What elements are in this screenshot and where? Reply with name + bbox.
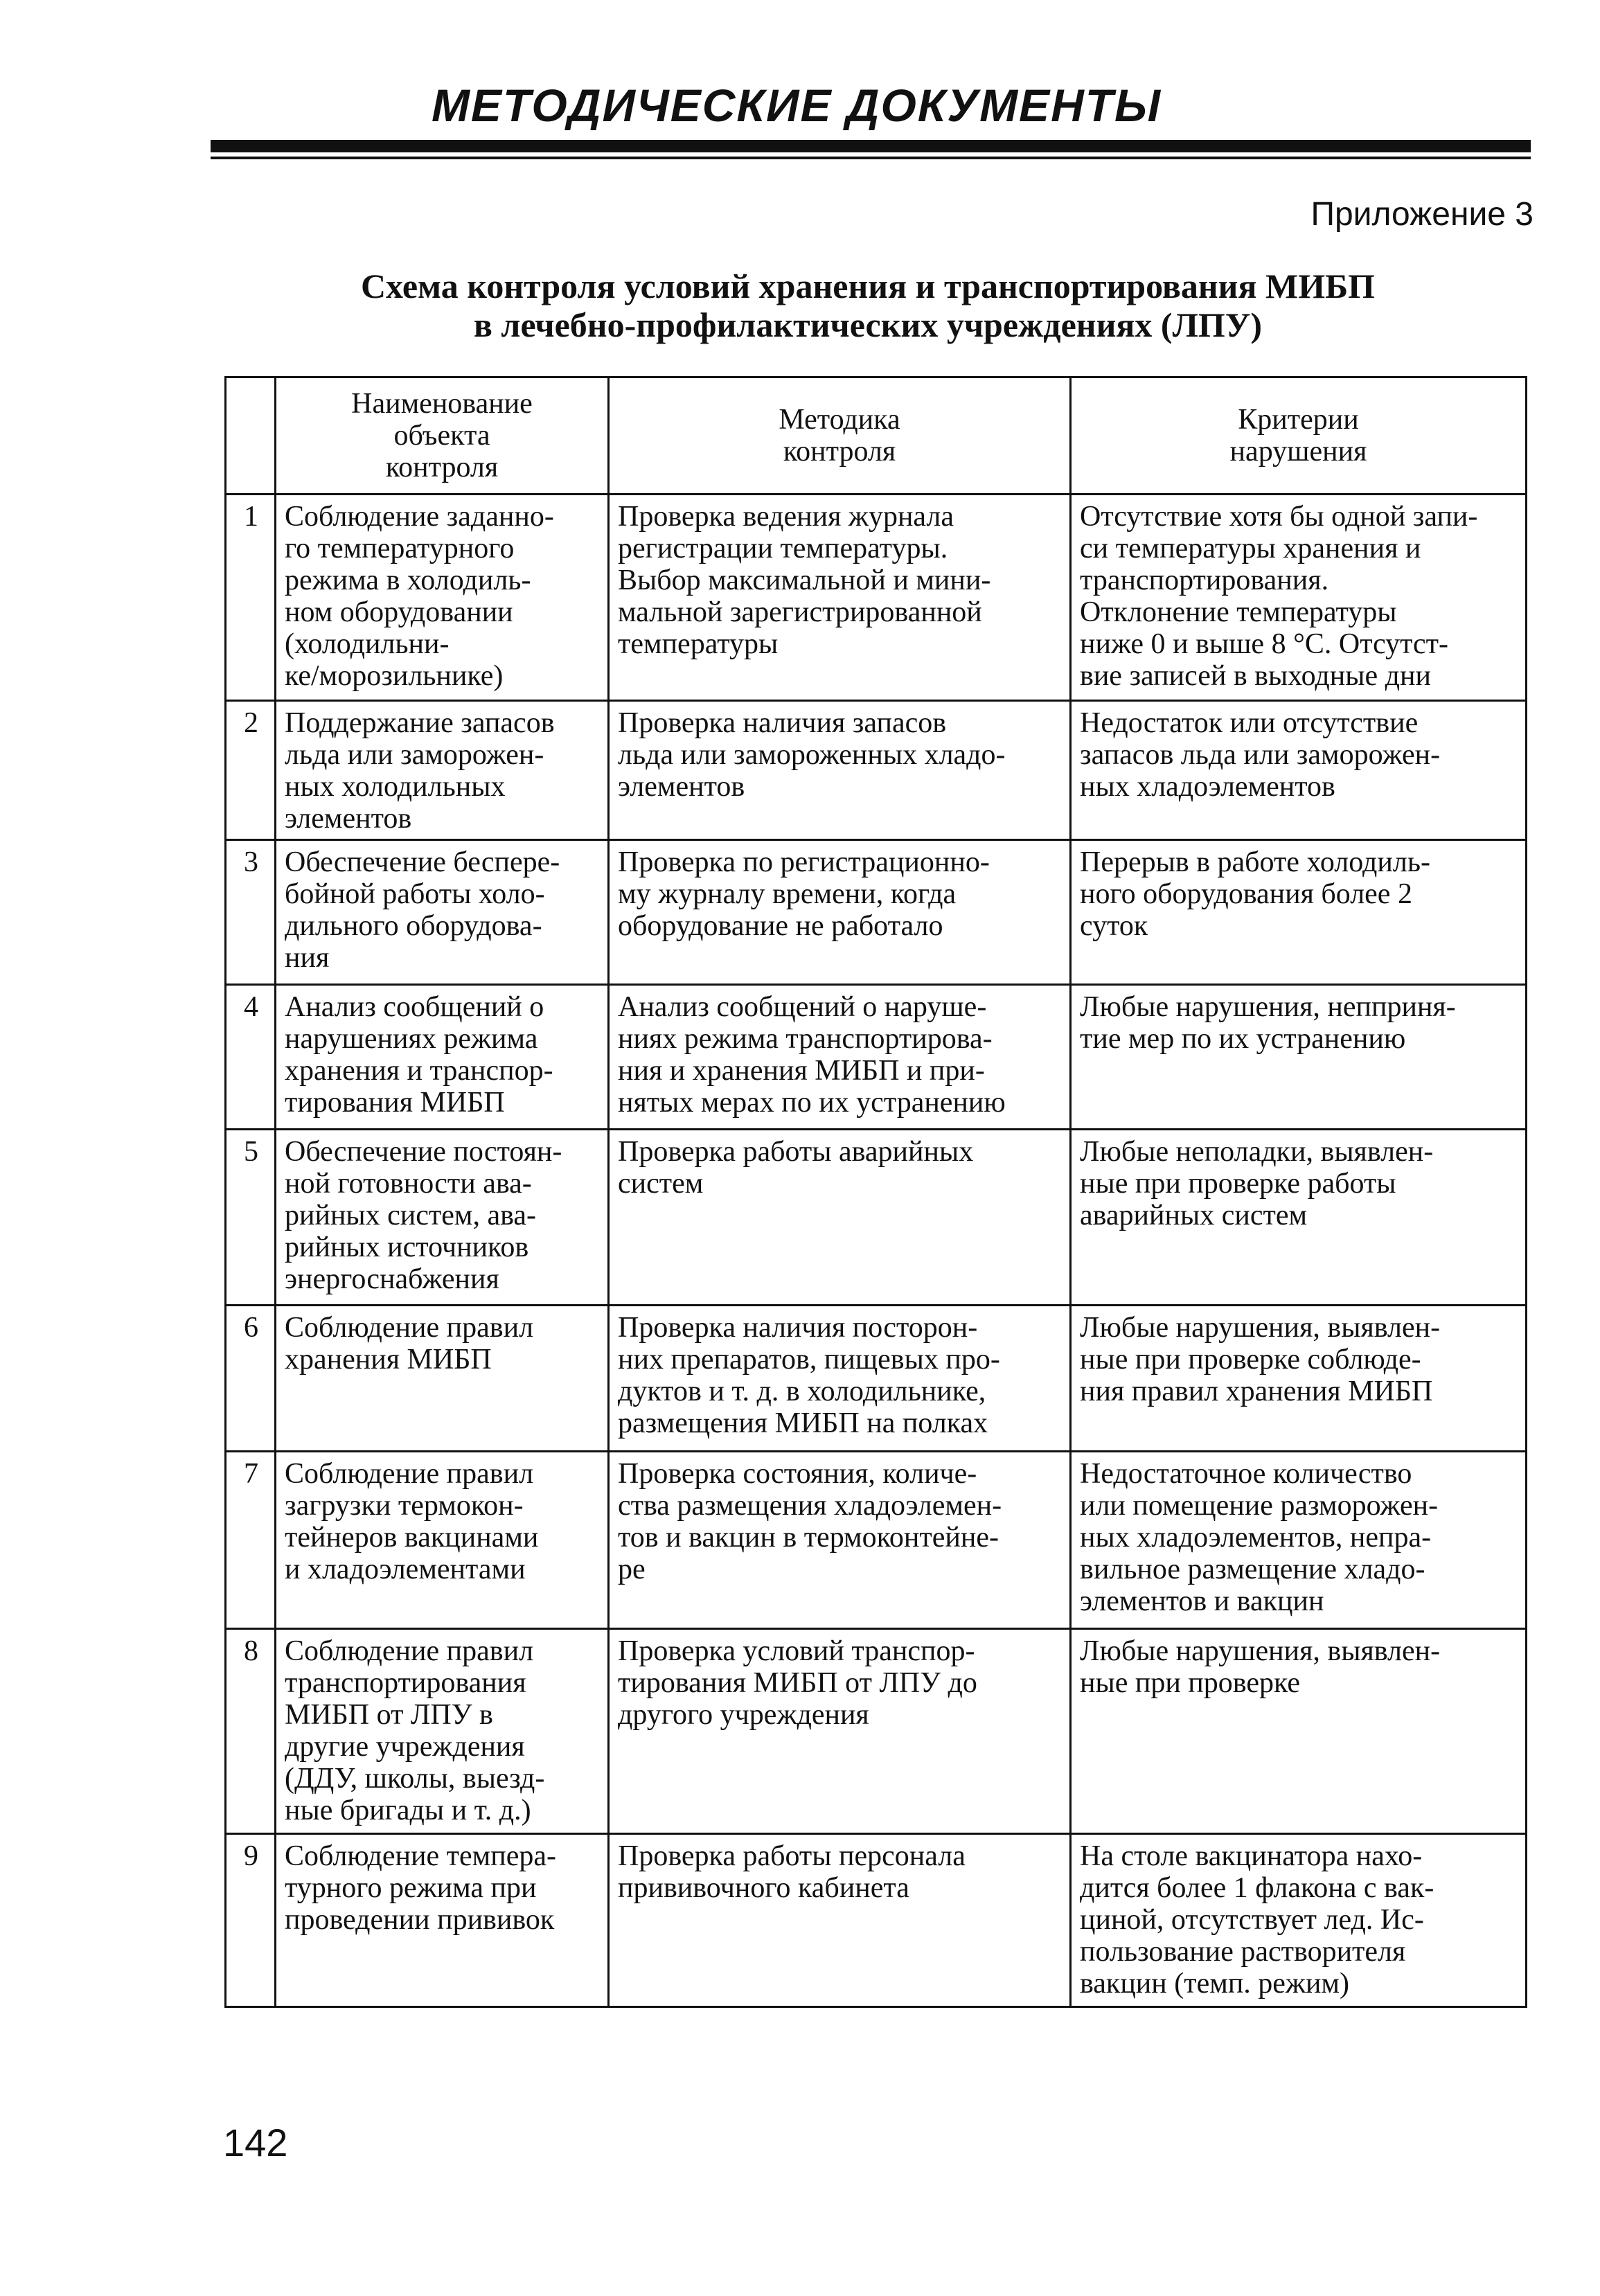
table-row — [226, 1629, 1527, 1834]
row-criteria: Перерыв в работе холодиль- ного оборудования более 2 суток — [1071, 840, 1527, 985]
header-criteria: Критерии нарушения — [1071, 377, 1527, 495]
row-method: Проверка ведения журнала регистрации температуры. Выбор максимальной и мини- мальной зарегистрированной температуры — [609, 495, 1071, 701]
row-criteria: Любые нарушения, непприня- тие мер по их устранению — [1071, 985, 1527, 1130]
row-number: 6 — [226, 1306, 276, 1452]
row-criteria: На столе вакцинатора нахо- дится более 1 флакона с вак- циной, отсутствует лед. Ис- пользование растворителя вакцин (темп. режим) — [1071, 1834, 1527, 2007]
table-row — [226, 495, 1527, 701]
table-row — [226, 1130, 1527, 1306]
row-method: Проверка работы персонала прививочного кабинета — [609, 1834, 1071, 2007]
header-number — [226, 377, 276, 495]
row-number: 7 — [226, 1452, 276, 1629]
row-method: Проверка работы аварийных систем — [609, 1130, 1071, 1306]
row-number: 1 — [226, 495, 276, 701]
page-number: 142 — [223, 2121, 288, 2164]
row-object: Анализ сообщений о нарушениях режима хранения и транспор- тирования МИБП — [276, 985, 609, 1130]
row-criteria: Любые нарушения, выявлен- ные при проверке соблюде- ния правил хранения МИБП — [1071, 1306, 1527, 1452]
row-method: Проверка наличия запасов льда или замороженных хладо- элементов — [609, 701, 1071, 840]
header-rule-thick — [211, 140, 1531, 152]
row-method: Проверка наличия посторон- них препаратов, пищевых про- дуктов и т. д. в холодильнике, размещения МИБП на полках — [609, 1306, 1071, 1452]
row-object: Соблюдение заданно- го температурного режима в холодиль- ном оборудовании (холодильни- ке/морозильнике) — [276, 495, 609, 701]
document-title — [208, 267, 1528, 344]
row-object: Обеспечение беспере- бойной работы холо- дильного оборудова- ния — [276, 840, 609, 985]
row-criteria: Недостаток или отсутствие запасов льда или заморожен- ных хладоэлементов — [1071, 701, 1527, 840]
table-row — [226, 840, 1527, 985]
row-criteria: Недостаточное количество или помещение разморожен- ных хладоэлементов, непра- вильное размещение хладо- элементов и вакцин — [1071, 1452, 1527, 1629]
document-title-line-2: в лечебно-профилактических учреждениях (ЛПУ) — [473, 305, 1263, 344]
row-object: Соблюдение правил хранения МИБП — [276, 1306, 609, 1452]
table-row — [226, 985, 1527, 1130]
header-object: Наименование объекта контроля — [276, 377, 609, 495]
header-method: Методика контроля — [609, 377, 1071, 495]
table-row — [226, 1452, 1527, 1629]
table-row — [226, 1834, 1527, 2007]
row-number: 3 — [226, 840, 276, 985]
row-object: Поддержание запасов льда или заморожен- ных холодильных элементов — [276, 701, 609, 840]
row-method: Проверка условий транспор- тирования МИБП от ЛПУ до другого учреждения — [609, 1629, 1071, 1834]
row-number: 8 — [226, 1629, 276, 1834]
row-number: 5 — [226, 1130, 276, 1306]
document-title-line-1: Схема контроля условий хранения и транспортирования МИБП — [360, 267, 1376, 305]
header-rule-thin — [211, 157, 1531, 159]
table-header-row — [226, 377, 1527, 495]
table-row — [226, 701, 1527, 840]
row-object: Соблюдение темпера- турного режима при проведении прививок — [276, 1834, 609, 2007]
row-number: 4 — [226, 985, 276, 1130]
row-criteria: Отсутствие хотя бы одной запи- си температуры хранения и транспортирования. Отклонение температуры ниже 0 и выше 8 °С. Отсутст- вие записей в выходные дни — [1071, 495, 1527, 701]
section-header-title: МЕТОДИЧЕСКИЕ ДОКУМЕНТЫ — [431, 80, 1162, 131]
control-scheme-table — [224, 376, 1527, 2008]
row-method: Проверка по регистрационно- му журналу времени, когда оборудование не работало — [609, 840, 1071, 985]
row-number: 9 — [226, 1834, 276, 2007]
appendix-label: Приложение 3 — [1310, 196, 1534, 233]
row-method: Проверка состояния, количе- ства размещения хладоэлемен- тов и вакцин в термоконтейне- ре — [609, 1452, 1071, 1629]
row-object: Обеспечение постоян- ной готовности ава- рийных систем, ава- рийных источников энергоснабжения — [276, 1130, 609, 1306]
row-number: 2 — [226, 701, 276, 840]
row-criteria: Любые нарушения, выявлен- ные при проверке — [1071, 1629, 1527, 1834]
row-criteria: Любые неполадки, выявлен- ные при проверке работы аварийных систем — [1071, 1130, 1527, 1306]
row-object: Соблюдение правил транспортирования МИБП от ЛПУ в другие учреждения (ДДУ, школы, выезд- ные бригады и т. д.) — [276, 1629, 609, 1834]
row-method: Анализ сообщений о наруше- ниях режима транспортирова- ния и хранения МИБП и при- нятых мерах по их устранению — [609, 985, 1071, 1130]
row-object: Соблюдение правил загрузки термокон- тейнеров вакцинами и хладоэлементами — [276, 1452, 609, 1629]
table-row — [226, 1306, 1527, 1452]
